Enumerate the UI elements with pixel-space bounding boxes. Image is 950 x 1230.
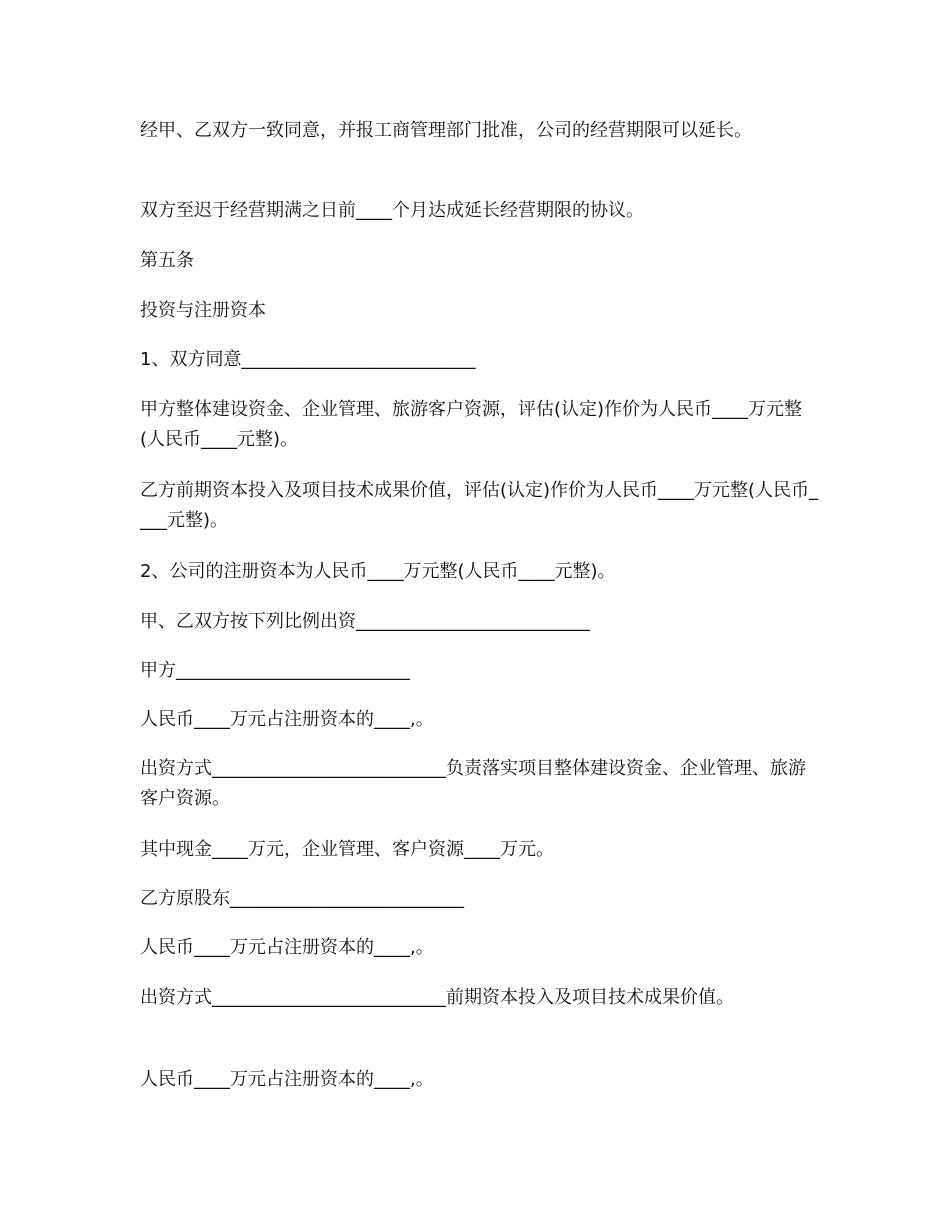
paragraph-party-a-amount: 人民币____万元占注册资本的____,。 [140,709,434,730]
paragraph-term-extension: 经甲、乙双方一致同意，并报工商管理部门批准，公司的经营期限可以延长。 [140,120,752,141]
paragraph-final-amount: 人民币____万元占注册资本的____,。 [140,1069,434,1090]
section-title: 投资与注册资本 [140,300,266,321]
paragraph-party-a: 甲方__________________________ [140,660,410,681]
paragraph-party-b-valuation: 乙方前期资本投入及项目技术成果价值，评估(认定)作价为人民币____万元整(人民币____元整)。 [140,480,819,531]
paragraph-party-b-method: 出资方式__________________________前期资本投入及项目技术成果价值。 [140,987,734,1008]
paragraph-clause-2: 2、公司的注册资本为人民币____万元整(人民币____元整)。 [140,561,616,582]
paragraph-clause-1: 1、双方同意__________________________ [140,349,476,370]
paragraph-contribution-ratio: 甲、乙双方按下列比例出资__________________________ [140,611,590,632]
paragraph-party-a-valuation: 甲方整体建设资金、企业管理、旅游客户资源，评估(认定)作价为人民币____万元整(人民币____元整)。 [140,399,803,450]
article-heading: 第五条 [140,250,194,271]
paragraph-party-b-shareholder: 乙方原股东__________________________ [140,888,464,909]
paragraph-cash-breakdown: 其中现金____万元，企业管理、客户资源____万元。 [140,839,554,860]
paragraph-extension-agreement: 双方至迟于经营期满之日前____个月达成延长经营期限的协议。 [140,200,644,221]
paragraph-party-b-amount: 人民币____万元占注册资本的____,。 [140,937,434,958]
paragraph-party-a-method: 出资方式__________________________负责落实项目整体建设资金、企业管理、旅游客户资源。 [140,758,806,809]
